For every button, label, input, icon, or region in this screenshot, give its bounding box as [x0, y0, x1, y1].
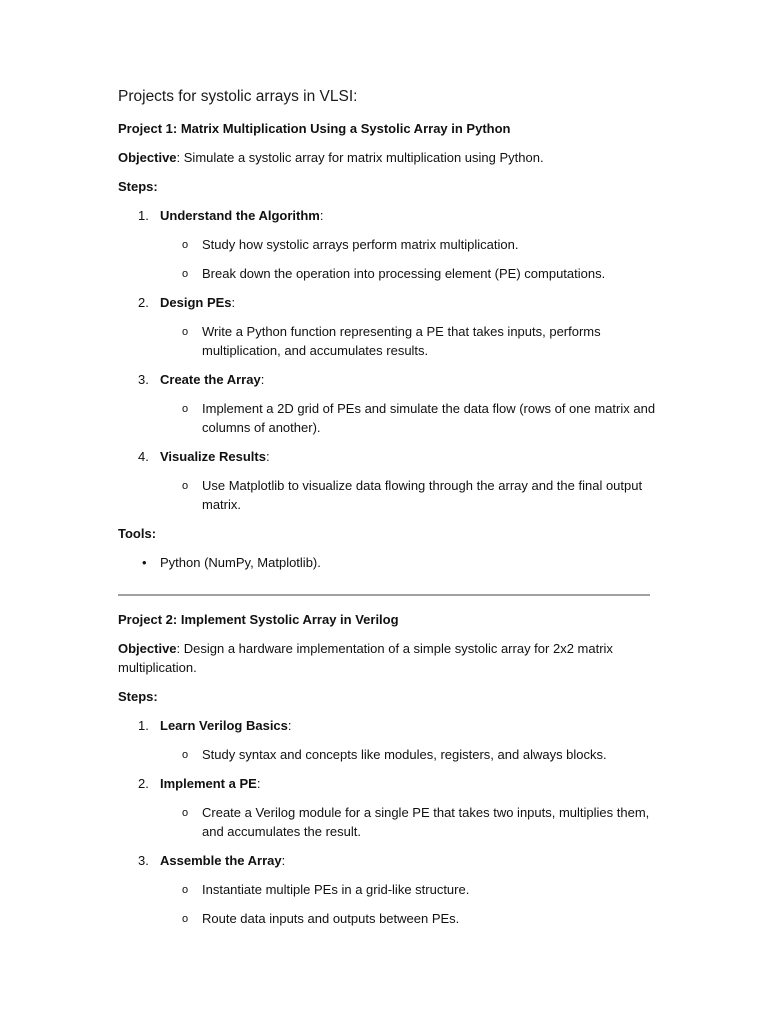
project-1-section: [118, 119, 658, 572]
sub-item-text: Create a Verilog module for a single PE that takes two inputs, multiplies them, and accumulates the result.: [202, 805, 650, 839]
step-colon: :: [231, 295, 236, 310]
step-number: 2.: [138, 295, 149, 310]
sub-item: [118, 803, 658, 841]
sub-item: [118, 399, 658, 437]
sub-item: [118, 880, 658, 899]
circle-bullet-icon: o: [182, 749, 189, 761]
sub-item: [118, 476, 658, 514]
project-1-steps-label: Steps:: [118, 179, 158, 194]
circle-bullet-icon: o: [182, 884, 189, 896]
project-1-title: Project 1: Matrix Multiplication Using a Systolic Array in Python: [118, 121, 511, 136]
p1-step-2: [118, 293, 658, 360]
circle-bullet-icon: o: [182, 807, 189, 819]
circle-bullet-icon: o: [182, 480, 189, 492]
project-2-objective: [118, 639, 658, 677]
sub-item-text: Route data inputs and outputs between PEs.: [202, 911, 460, 926]
step-colon: :: [260, 372, 265, 387]
sub-item: [118, 235, 658, 254]
circle-bullet-icon: o: [182, 268, 189, 280]
step-colon: :: [287, 718, 292, 733]
document-title: Projects for systolic arrays in VLSI:: [118, 88, 358, 105]
step-colon: :: [265, 449, 270, 464]
step-title: Implement a PE: [160, 776, 257, 791]
p2-step-3: [118, 851, 658, 928]
sub-item-text: Study syntax and concepts like modules, registers, and always blocks.: [202, 747, 607, 762]
p2-step-2: [118, 774, 658, 841]
step-colon: :: [319, 208, 324, 223]
step-number: 1.: [138, 208, 149, 223]
project-1-tools-label: Tools:: [118, 526, 157, 541]
step-title: Create the Array: [160, 372, 261, 387]
p2-step-1: [118, 716, 658, 764]
sub-item-text: Use Matplotlib to visualize data flowing through the array and the final output matrix.: [202, 478, 643, 512]
sub-item: [118, 322, 658, 360]
sub-item-text: Write a Python function representing a PE that takes inputs, performs multiplication, and accumulates results.: [202, 324, 601, 358]
project-2-steps-label: Steps:: [118, 689, 158, 704]
step-title: Learn Verilog Basics: [160, 718, 288, 733]
objective-text: : Design a hardware implementation of a simple systolic array for 2x2 matrix multiplication.: [118, 641, 613, 675]
project-2-section: [118, 610, 658, 928]
circle-bullet-icon: o: [182, 913, 189, 925]
sub-item: [118, 909, 658, 928]
step-number: 4.: [138, 449, 149, 464]
circle-bullet-icon: o: [182, 403, 189, 415]
objective-label: Objective: [118, 150, 177, 165]
sub-item: [118, 264, 658, 283]
step-number: 1.: [138, 718, 149, 733]
tool-item: [118, 553, 658, 572]
tool-item-text: Python (NumPy, Matplotlib).: [160, 555, 321, 570]
step-title: Understand the Algorithm: [160, 208, 320, 223]
circle-bullet-icon: o: [182, 239, 189, 251]
circle-bullet-icon: o: [182, 326, 189, 338]
step-title: Assemble the Array: [160, 853, 282, 868]
sub-item-text: Instantiate multiple PEs in a grid-like structure.: [202, 882, 470, 897]
project-2-title: Project 2: Implement Systolic Array in Verilog: [118, 612, 399, 627]
step-number: 2.: [138, 776, 149, 791]
sub-item-text: Study how systolic arrays perform matrix multiplication.: [202, 237, 519, 252]
step-number: 3.: [138, 372, 149, 387]
step-title: Design PEs: [160, 295, 232, 310]
sub-item: [118, 745, 658, 764]
step-number: 3.: [138, 853, 149, 868]
p1-step-4: [118, 447, 658, 514]
step-colon: :: [281, 853, 286, 868]
bullet-icon: •: [142, 555, 147, 570]
sub-item-text: Implement a 2D grid of PEs and simulate the data flow (rows of one matrix and columns of another).: [202, 401, 656, 435]
sub-item-text: Break down the operation into processing element (PE) computations.: [202, 266, 606, 281]
step-colon: :: [256, 776, 261, 791]
horizontal-divider: [118, 594, 650, 596]
step-title: Visualize Results: [160, 449, 266, 464]
p1-step-1: [118, 206, 658, 283]
objective-label: Objective: [118, 641, 177, 656]
project-1-objective: [118, 148, 658, 167]
objective-text: : Simulate a systolic array for matrix multiplication using Python.: [176, 150, 544, 165]
p1-step-3: [118, 370, 658, 437]
